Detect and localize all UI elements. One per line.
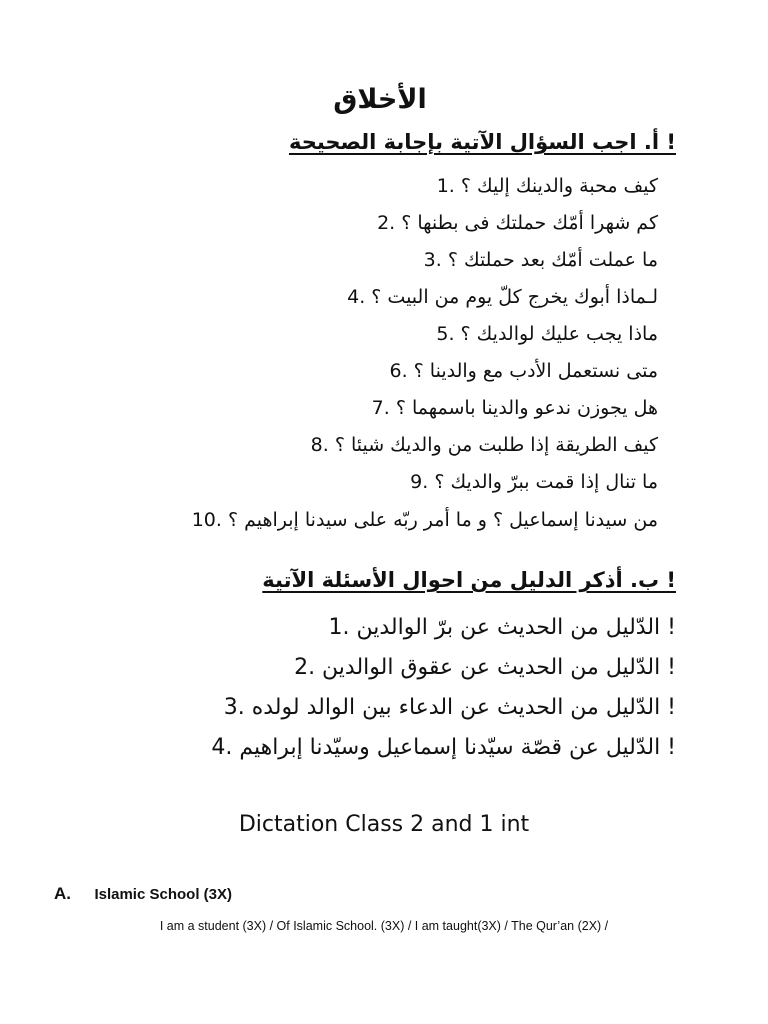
question-item: كيف الطريقة إذا طلبت من والديك شيئا ؟ .8 (310, 434, 658, 456)
question-item: لـماذا أبوك يخرج كلّ يوم من البيت ؟ .4 (347, 286, 658, 308)
evidence-list (96, 608, 676, 768)
question-item: ماذا يجب عليك لوالديك ؟ .5 (436, 323, 658, 345)
dictation-title: Dictation Class 2 and 1 int (238, 812, 530, 837)
section-title: Islamic School (3X) (94, 886, 232, 903)
evidence-item: ! الدّليل من الحديث عن الدعاء بين الوالد لولده .3 (223, 695, 676, 720)
question-item: هل يجوزن ندعو والدينا باسمهما ؟ .7 (371, 397, 658, 419)
page-title: الأخلاق (333, 84, 427, 115)
section-a-heading: ! أ. اجب السؤال الآتية بإجابة الصحيحة (288, 130, 676, 154)
dictation-line: I am a student (3X) / Of Islamic School. (3X) / I am taught(3X) / The Qur’an (2X) / (159, 919, 609, 933)
evidence-item: ! الدّليل من الحديث عن برّ الوالدين .1 (328, 615, 676, 640)
question-item: متى نستعمل الأدب مع والدينا ؟ .6 (389, 360, 658, 382)
section-letter: A. (54, 884, 71, 903)
question-item: كم شهرا أمّك حملتك فى بطنها ؟ .2 (377, 212, 658, 234)
question-item: من سيدنا إسماعيل ؟ و ما أمر ربّه على سيدنا إبراهيم ؟ .10 (191, 509, 658, 531)
question-list (138, 168, 658, 535)
evidence-item: ! الدّليل من الحديث عن عقوق الوالدين .2 (294, 655, 676, 680)
section-b-heading: ! ب. أذكر الدليل من احوال الأسئلة الآتية (262, 568, 676, 592)
question-item: ما تنال إذا قمت ببرّ والديك ؟ .9 (410, 471, 658, 493)
evidence-item: ! الدّليل عن قصّة سيّدنا إسماعيل وسيّدنا إبراهيم .4 (211, 735, 676, 760)
question-item: ما عملت أمّك بعد حملتك ؟ .3 (423, 249, 658, 271)
dictation-section-a (54, 884, 232, 904)
question-item: كيف محبة والدينك إليك ؟ .1 (436, 175, 658, 197)
